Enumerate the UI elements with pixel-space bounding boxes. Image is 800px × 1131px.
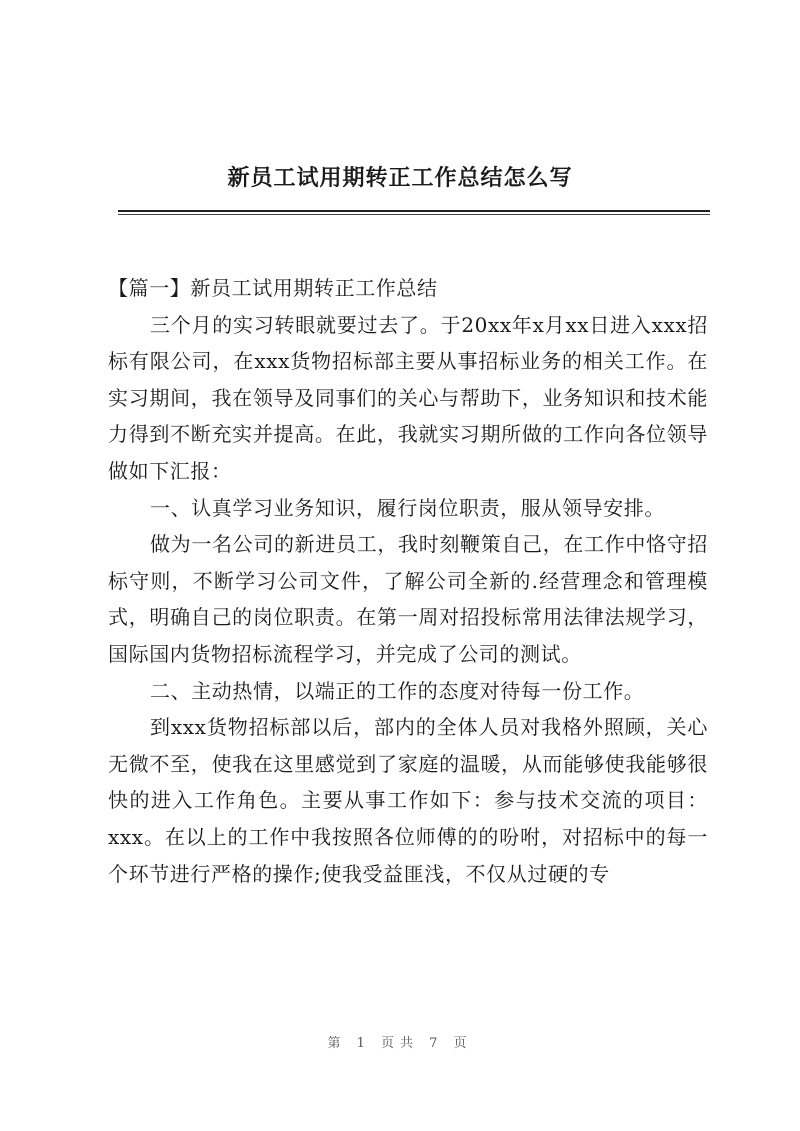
section-heading: 【篇一】新员工试用期转正工作总结	[108, 276, 438, 300]
title-divider	[118, 210, 710, 212]
title-divider-secondary	[118, 214, 710, 215]
paragraph-point-one-detail: 做为一名公司的新进员工，我时刻鞭策自己，在工作中恪守招标守则，不断学习公司文件，了解公司全新的.经营理念和管理模式，明确自己的岗位职责。在第一周对招投标常用法律法规学习，国际国内货物招标流程学习，并完成了公司的测试。	[108, 532, 708, 666]
document-title: 新员工试用期转正工作总结怎么写	[227, 165, 573, 191]
paragraph-intro: 三个月的实习转眼就要过去了。于20xx年x月xx日进入xxx招标有限公司，在xxx货物招标部主要从事招标业务的相关工作。在实习期间，我在领导及同事们的关心与帮助下，业务知识和技术能力得到不断充实并提高。在此，我就实习期所做的工作向各位领导做如下汇报：	[108, 312, 708, 483]
paragraph-point-two: 二、主动热情，以端正的工作的态度对待每一份工作。	[150, 678, 645, 703]
document-body	[108, 270, 708, 892]
paragraph-point-two-detail: 到xxx货物招标部以后，部内的全体人员对我格外照顾，关心无微不至，使我在这里感觉到了家庭的温暖，从而能够使我能够很快的进入工作角色。主要从事工作如下：参与技术交流的项目：xxx。在以上的工作中我按照各位师傅的的吩咐，对招标中的每一个环节进行严格的操作;使我受益匪浅，不仅从过硬的专	[108, 715, 708, 886]
page-number-footer: 第 1 页共 7 页	[327, 1036, 473, 1051]
paragraph-point-one: 一、认真学习业务知识，履行岗位职责，服从领导安排。	[150, 495, 665, 520]
